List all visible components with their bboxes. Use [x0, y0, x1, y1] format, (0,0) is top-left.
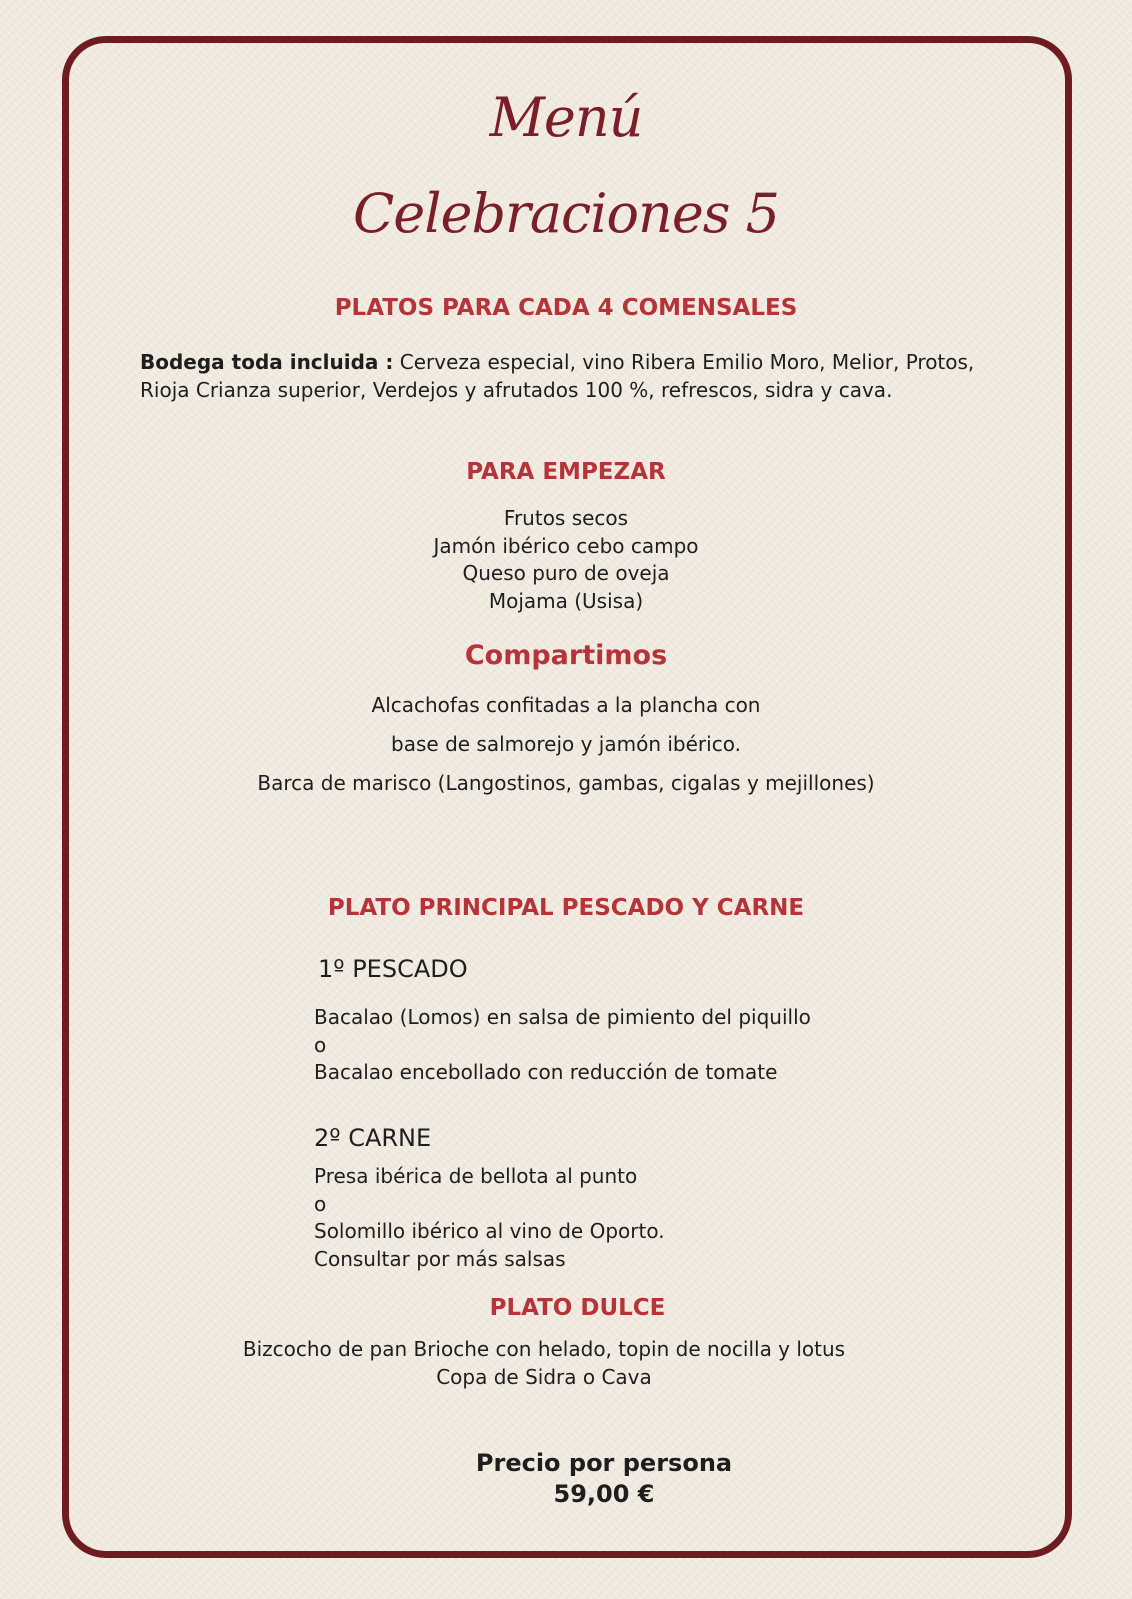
carne-list — [314, 1163, 1014, 1273]
list-item: Alcachofas confitadas a la plancha con — [371, 693, 761, 717]
pescado-list — [314, 1004, 1014, 1087]
list-item: Frutos secos — [503, 506, 629, 530]
compartimos-heading: Compartimos — [464, 640, 668, 671]
price-value: 59,00 € — [553, 1480, 655, 1508]
list-item: Presa ibérica de bellota al punto — [314, 1164, 638, 1188]
empezar-heading: PARA EMPEZAR — [466, 459, 666, 485]
price-block — [0, 1448, 1132, 1510]
menu-subtitle: Celebraciones 5 — [352, 182, 780, 245]
bodega-block — [140, 349, 1040, 404]
list-item: Copa de Sidra o Cava — [436, 1364, 652, 1389]
list-item: o — [314, 1191, 327, 1216]
list-item: Queso puro de oveja — [462, 561, 670, 585]
empezar-list — [0, 505, 1132, 615]
list-item: Mojama (Usisa) — [488, 588, 644, 613]
list-item: base de salmorejo y jamón ibérico. — [391, 732, 741, 756]
list-item: Bacalao (Lomos) en salsa de pimiento del piquillo — [314, 1005, 811, 1029]
list-item: Consultar por más salsas — [314, 1246, 566, 1271]
bodega-text-2: Rioja Crianza superior, Verdejos y afrutados 100 %, refrescos, sidra y cava. — [140, 377, 893, 402]
principal-heading: PLATO PRINCIPAL PESCADO Y CARNE — [327, 895, 805, 921]
pescado-label: 1º PESCADO — [318, 955, 468, 983]
bodega-label: Bodega toda incluida : — [140, 350, 394, 374]
dulce-list — [0, 1336, 1088, 1391]
dulce-heading: PLATO DULCE — [489, 1295, 666, 1321]
list-item: o — [314, 1032, 327, 1057]
platos-header: PLATOS PARA CADA 4 COMENSALES — [334, 295, 798, 321]
list-item: Bacalao encebollado con reducción de tomate — [314, 1060, 778, 1084]
list-item: Bizcocho de pan Brioche con helado, topin de nocilla y lotus — [242, 1337, 846, 1361]
list-item: Jamón ibérico cebo campo — [433, 533, 699, 558]
bodega-text-1: Cerveza especial, vino Ribera Emilio Moro, Melior, Protos, — [393, 350, 975, 374]
price-label: Precio por persona — [475, 1449, 733, 1477]
carne-label: 2º CARNE — [314, 1124, 432, 1152]
list-item: Barca de marisco (Langostinos, gambas, cigalas y mejillones) — [257, 771, 875, 795]
list-item: Solomillo ibérico al vino de Oporto. — [314, 1219, 665, 1243]
menu-title: Menú — [489, 86, 643, 149]
